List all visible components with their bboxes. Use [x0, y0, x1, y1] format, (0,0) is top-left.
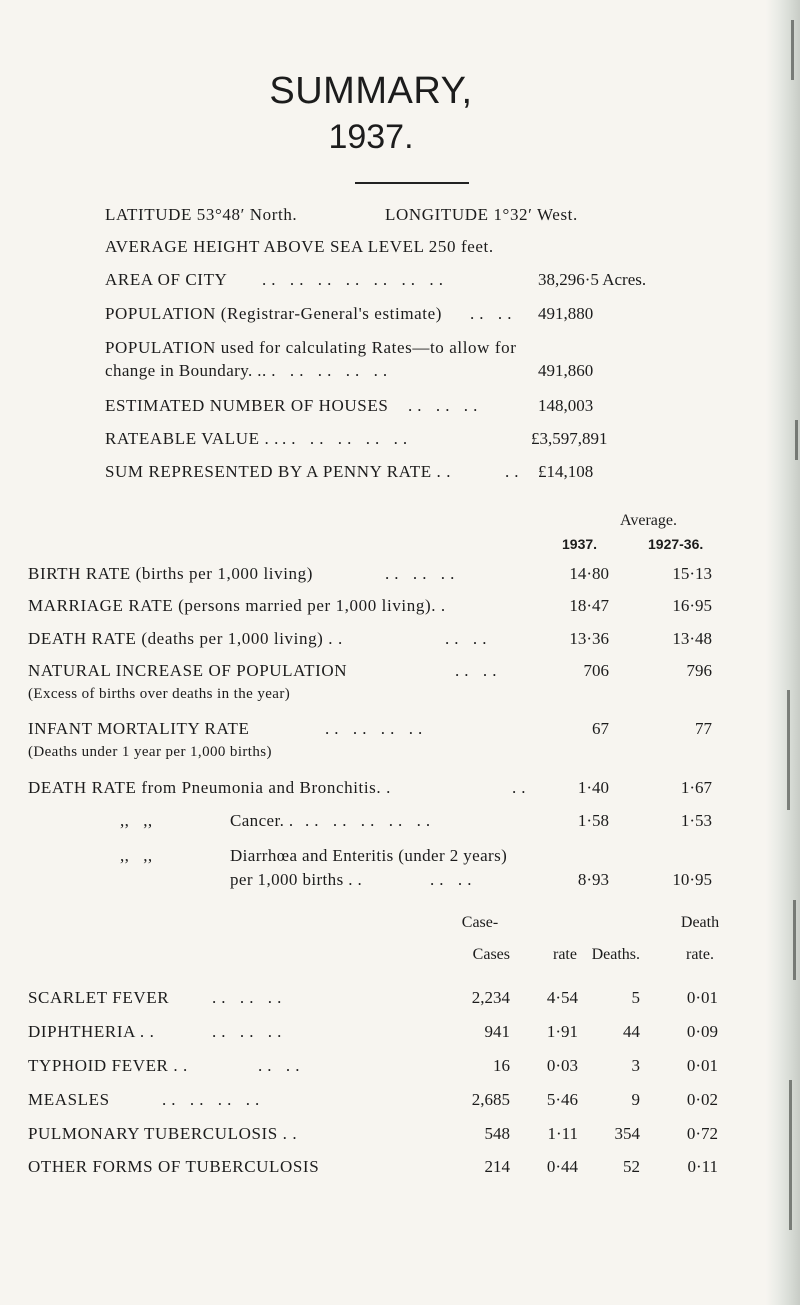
- cases-value: 941: [484, 1022, 510, 1041]
- rate-label: MARRIAGE RATE (persons married per 1,000 living). .: [28, 596, 446, 615]
- fact-label: POPULATION (Registrar-General's estimate): [105, 304, 443, 323]
- cases-value: 214: [484, 1157, 510, 1176]
- fact-value: £14,108: [538, 462, 594, 481]
- ditto-marks: ,, ,,: [120, 811, 153, 830]
- rate-average: 796: [686, 661, 712, 680]
- leader-dots: . . . .: [470, 304, 512, 323]
- death-rate-value: 0·02: [686, 1090, 718, 1109]
- average-header: Average.: [620, 512, 677, 529]
- leader-dots: . . . . . . . . . . . . . .: [262, 270, 444, 289]
- rate-label: BIRTH RATE (births per 1,000 living): [28, 564, 314, 583]
- rate-1937: 18·47: [569, 596, 609, 615]
- death-rate-value: 0·01: [686, 1056, 718, 1075]
- disease-name: PULMONARY TUBERCULOSIS . .: [28, 1124, 298, 1143]
- leader-dots: . . . .: [445, 629, 487, 648]
- death-rate-value: 0·09: [686, 1022, 718, 1041]
- deaths-value: 3: [631, 1056, 640, 1075]
- fact-value: 38,296·5 Acres.: [538, 270, 647, 289]
- rate-average: 10·95: [672, 870, 712, 889]
- disease-name: OTHER FORMS OF TUBERCULOSIS: [28, 1157, 320, 1176]
- rate-sublabel: (Excess of births over deaths in the year): [28, 686, 291, 702]
- rate-average: 15·13: [672, 564, 712, 583]
- fact-label: AREA OF CITY: [105, 270, 228, 289]
- deaths-value: 9: [631, 1090, 640, 1109]
- scan-edge-strip: [795, 420, 798, 460]
- title-rule: [355, 182, 469, 184]
- deaths-value: 354: [614, 1124, 640, 1143]
- case-rate-value: 0·44: [546, 1157, 578, 1176]
- rate-average: 77: [695, 719, 712, 738]
- leader-dots: . . . . . . . . . .: [305, 811, 431, 830]
- fact-label-continued: change in Boundary. .: [105, 361, 262, 380]
- disease-name: SCARLET FEVER: [28, 988, 170, 1007]
- case-rate-value: 1·11: [547, 1124, 578, 1143]
- rate-1937: 1·58: [577, 811, 609, 830]
- rate-1937: 706: [583, 661, 609, 680]
- rate-label: Cancer. .: [230, 811, 294, 830]
- page-year: 1937.: [328, 118, 414, 156]
- fact-label: ESTIMATED NUMBER OF HOUSES: [105, 396, 389, 415]
- scan-edge: [766, 0, 800, 1305]
- rate-1937: 13·36: [569, 629, 609, 648]
- rate-1937: 1·40: [577, 778, 609, 797]
- rate-average: 1·67: [680, 778, 712, 797]
- rate-label: INFANT MORTALITY RATE: [28, 719, 250, 738]
- page-title: SUMMARY,: [269, 70, 473, 112]
- leader-dots: . . . . . .: [385, 564, 455, 583]
- leader-dots: . . . . . .: [212, 988, 282, 1007]
- leader-dots: . . . . . .: [212, 1022, 282, 1041]
- average-height: AVERAGE HEIGHT ABOVE SEA LEVEL 250 feet.: [105, 237, 494, 256]
- ditto-marks: ,, ,,: [120, 846, 153, 865]
- scan-edge-strip: [793, 900, 796, 980]
- latitude: LATITUDE 53°48′ North.: [105, 205, 298, 224]
- case-rate-value: 4·54: [546, 988, 578, 1007]
- cases-value: 548: [484, 1124, 510, 1143]
- rate-average: 16·95: [672, 596, 712, 615]
- case-rate-header-2: rate: [553, 946, 577, 963]
- case-rate-value: 5·46: [546, 1090, 578, 1109]
- rate-label-continued: per 1,000 births . .: [230, 870, 363, 889]
- rate-1937: 14·80: [569, 564, 609, 583]
- fact-value: 491,880: [538, 304, 594, 323]
- case-rate-header: Case-: [461, 914, 499, 931]
- fact-label: SUM REPRESENTED BY A PENNY RATE . .: [105, 462, 452, 481]
- cases-value: 16: [493, 1056, 510, 1075]
- longitude: LONGITUDE 1°32′ West.: [385, 205, 578, 224]
- death-rate-header: Death: [680, 914, 720, 931]
- leader-dots: . . . . . .: [408, 396, 478, 415]
- leader-dots: . . . . . . . . . .: [262, 361, 388, 380]
- rate-1937: 8·93: [577, 870, 609, 889]
- rate-sublabel: (Deaths under 1 year per 1,000 births): [28, 744, 272, 760]
- disease-name: DIPHTHERIA . .: [28, 1022, 155, 1041]
- cases-value: 2,685: [471, 1090, 510, 1109]
- rate-label: Diarrhœa and Enteritis (under 2 years): [230, 846, 508, 865]
- scan-edge-strip: [787, 690, 790, 810]
- fact-label: RATEABLE VALUE . .: [105, 429, 280, 448]
- leader-dots: . .: [512, 778, 526, 797]
- disease-name: TYPHOID FEVER . .: [28, 1056, 188, 1075]
- rate-average: 13·48: [672, 629, 712, 648]
- fact-label: POPULATION used for calculating Rates—to allow for: [105, 338, 517, 357]
- deaths-value: 44: [623, 1022, 640, 1041]
- leader-dots: . .: [505, 462, 519, 481]
- leader-dots: . . . .: [258, 1056, 300, 1075]
- death-rate-value: 0·11: [687, 1157, 718, 1176]
- fact-value: 491,860: [538, 361, 594, 380]
- year-1937-header: 1937.: [562, 536, 598, 552]
- fact-value: 148,003: [538, 396, 594, 415]
- deaths-value: 52: [623, 1157, 640, 1176]
- cases-header: Cases: [472, 946, 510, 963]
- period-header: 1927-36.: [648, 536, 704, 552]
- case-rate-value: 1·91: [546, 1022, 578, 1041]
- deaths-header: Deaths.: [591, 946, 640, 963]
- case-rate-value: 0·03: [546, 1056, 578, 1075]
- rate-average: 1·53: [680, 811, 712, 830]
- rate-1937: 67: [592, 719, 609, 738]
- death-rate-value: 0·72: [686, 1124, 718, 1143]
- fact-value: £3,597,891: [531, 429, 608, 448]
- leader-dots: . . . . . . . .: [325, 719, 423, 738]
- leader-dots: . . . .: [430, 870, 472, 889]
- leader-dots: . . . . . . . .: [162, 1090, 260, 1109]
- death-rate-value: 0·01: [686, 988, 718, 1007]
- cases-value: 2,234: [471, 988, 510, 1007]
- deaths-value: 5: [631, 988, 640, 1007]
- scan-edge-strip: [789, 1080, 792, 1230]
- death-rate-header-2: rate.: [686, 946, 714, 963]
- rate-label: NATURAL INCREASE OF POPULATION: [28, 661, 348, 680]
- rate-label: DEATH RATE from Pneumonia and Bronchitis. .: [28, 778, 391, 797]
- leader-dots: . . . .: [455, 661, 497, 680]
- rate-label: DEATH RATE (deaths per 1,000 living) . .: [28, 629, 343, 648]
- disease-name: MEASLES: [28, 1090, 110, 1109]
- scan-edge-strip: [791, 20, 794, 80]
- leader-dots: . . . . . . . . . .: [282, 429, 408, 448]
